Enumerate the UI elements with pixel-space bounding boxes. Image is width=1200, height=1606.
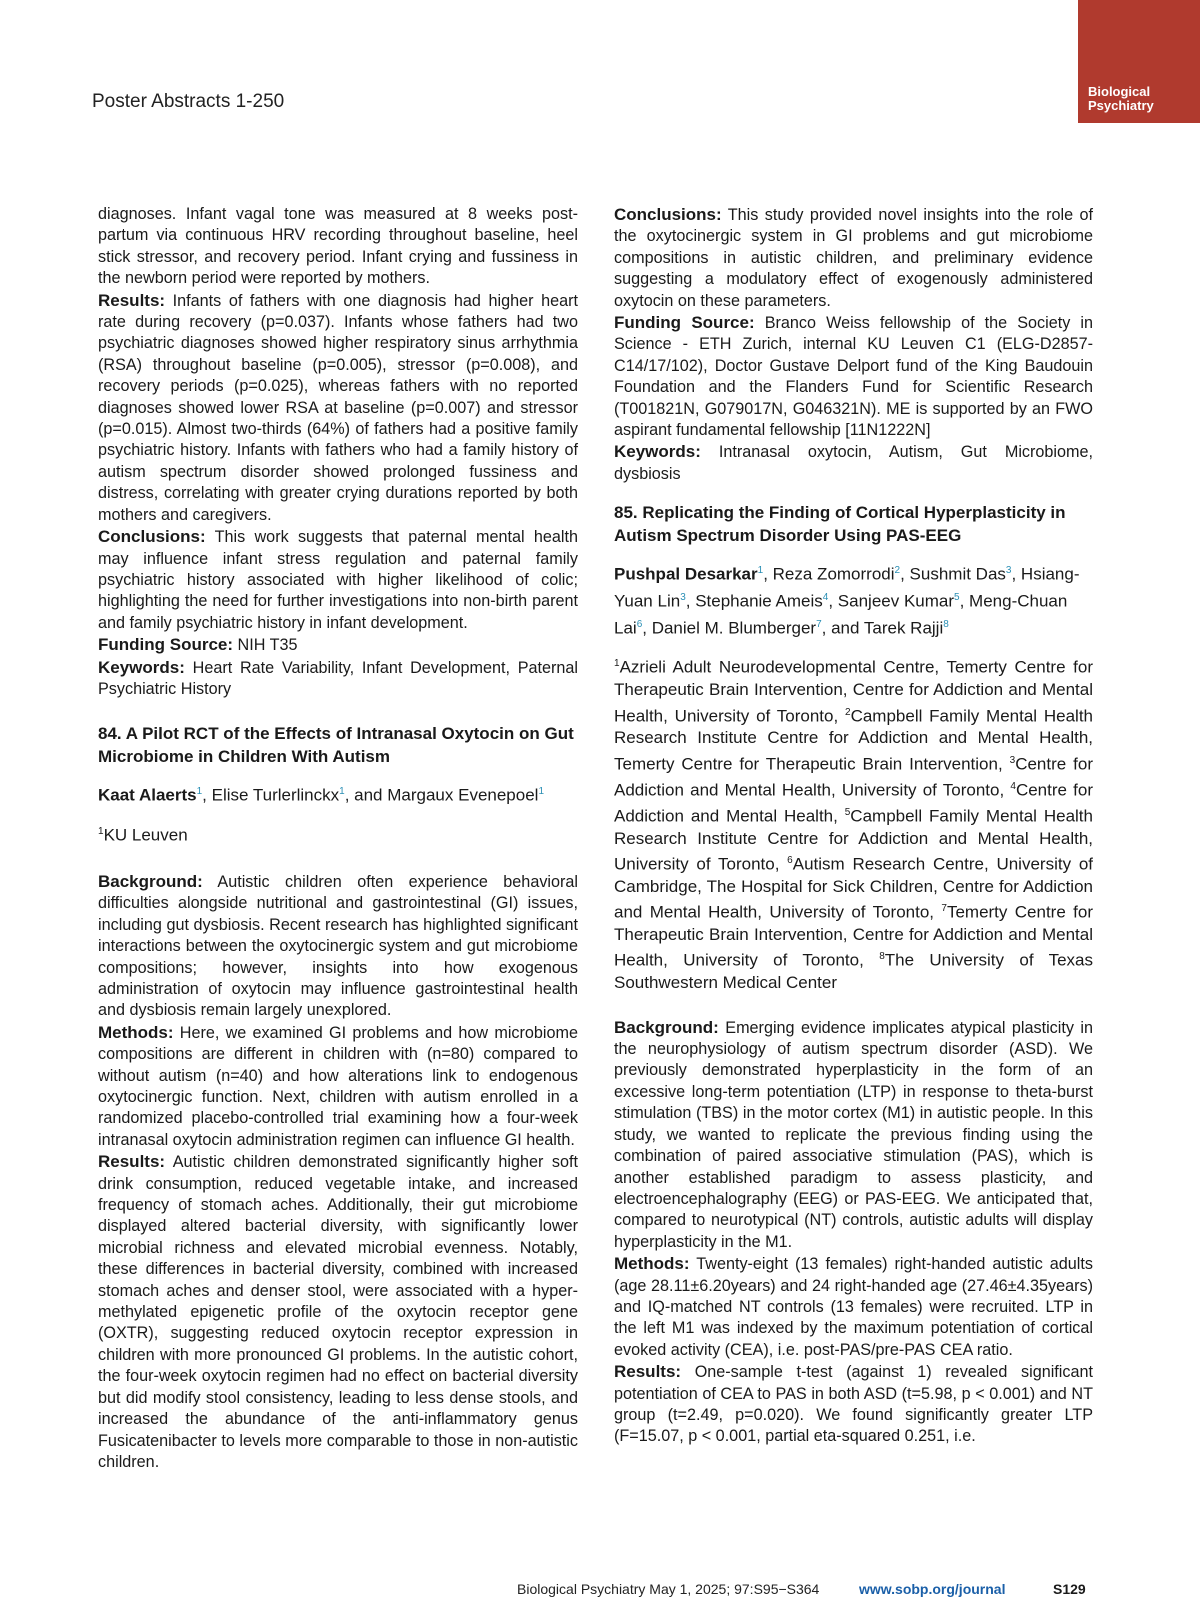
results-85 — [614, 1361, 1093, 1448]
affil-number: 2 — [845, 706, 851, 718]
background-85 — [614, 1017, 1093, 1253]
journal-url-link[interactable]: www.sobp.org/journal — [859, 1581, 1006, 1597]
section-text: Here, we examined GI problems and how microbiome compositions are different in children with (n=80) compared to without autism (n=40) and how alterations link to endogenous oxytocinergic function. Next, children with autism enrolled in a randomized placebo-controlled trial examining how a four-week intranasal oxytocin administration regimen can influence GI health. — [98, 1023, 578, 1149]
affil-ref: 4 — [822, 591, 829, 603]
right-column — [614, 204, 1093, 1448]
affil-number: 4 — [1010, 780, 1016, 792]
affil-text: Temerty Centre for Therapeutic Brain Intervention, Centre for Addiction and Mental Health, University of Toronto, — [614, 902, 1094, 971]
results-83 — [98, 290, 578, 526]
methods-84 — [98, 1022, 578, 1151]
funding-83 — [98, 634, 578, 656]
section-label: Background: — [98, 871, 203, 891]
section-label: Methods: — [614, 1254, 690, 1274]
affil-text: Campbell Family Mental Health Research Institute Centre for Addiction and Mental Health, University of Toronto, — [614, 806, 1093, 874]
continued-paragraph: diagnoses. Infant vagal tone was measured at 8 weeks post-partum via continuous HRV recording throughout baseline, heel stick stressor, and recovery period. Infant crying and fussiness in the newborn period were reported by mothers. — [98, 205, 578, 288]
author: , Elise Turlerlinckx — [202, 786, 340, 805]
section-label: Results: — [614, 1362, 682, 1382]
author: , Daniel M. Blumberger — [642, 618, 817, 638]
affil-number: 3 — [1009, 754, 1016, 766]
author: , Hsiang-Yuan Lin — [614, 564, 1080, 611]
conclusions-83 — [98, 526, 578, 634]
affil-ref: 7 — [816, 618, 822, 630]
affil-ref: 1 — [339, 786, 345, 798]
affil-ref: 1 — [196, 786, 203, 798]
section-text: One-sample t-test (against 1) revealed significant potentiation of CEA to PAS in both ASD (t=5.98, p < 0.001) and NT group (t=2.49, p=0.020). We found significantly greater LTP (F=15.07, p < 0.001, partial eta-squared 0.251, i.e. — [614, 1363, 1093, 1446]
affil-ref: 1 — [757, 565, 764, 577]
affil-number: 1 — [98, 826, 104, 837]
journal-brand-logo — [1078, 0, 1200, 123]
background-84 — [98, 871, 578, 1022]
abstract-84-title: 84. A Pilot RCT of the Effects of Intranasal Oxytocin on Gut Microbiome in Children With Autism — [98, 724, 574, 767]
section-label: Results: — [98, 290, 166, 310]
affil-ref: 6 — [636, 618, 643, 630]
section-text: Infants of fathers with one diagnosis had higher heart rate during recovery (p=0.037). Infants whose fathers had two psychiatric diagnoses showed higher respiratory sinus arrhythmia (RSA) throughout baseline (p=0.005), stressor (p=0.008), and recovery periods (p=0.025), whereas fathers with no reported diagnoses showed lower RSA at baseline (p=0.007) and stressor (p=0.015). Almost two-thirds (64%) of fathers had a positive family psychiatric history. Infants with fathers who had a family history of autism spectrum disorder showed prolonged fussiness and distress, correlating with greater crying durations reported by both mothers and caregivers. — [98, 291, 578, 524]
author: , Sanjeev Kumar — [828, 591, 955, 611]
affil-text: Centre for Addiction and Mental Health, — [614, 780, 1093, 826]
author: , and Margaux Evenepoel — [344, 786, 539, 805]
section-label: Funding Source: — [98, 635, 234, 655]
affil-ref: 8 — [943, 618, 949, 630]
section-text: Branco Weiss fellowship of the Society in Science - ETH Zurich, internal KU Leuven C1 (ELG-D2857-C14/17/102), Doctor Gustave Delport fund of the King Baudouin Foundation and the Flanders Fund for Scientific Research (T001821N, G079017N, G046321N). ME is supported by an FWO aspirant fundamental fellowship [11N1222N] — [614, 314, 1094, 440]
abstract-84-affiliation — [98, 821, 578, 847]
page-number: S129 — [1053, 1581, 1086, 1597]
section-label: Conclusions: — [614, 205, 722, 224]
section-label: Keywords: — [614, 442, 701, 462]
section-label: Conclusions: — [98, 527, 206, 547]
brand-line-1: Biological — [1088, 84, 1151, 99]
section-label: Methods: — [98, 1022, 174, 1042]
author: , Stephanie Ameis — [685, 591, 823, 611]
section-text: This study provided novel insights into the role of the oxytocinergic system in GI problems and gut microbiome compositions in autistic children, and preliminary evidence suggesting a modulatory effect of exogenously administered oxytocin on these parameters. — [614, 206, 1093, 310]
affil-text: Campbell Family Mental Health Research Institute Centre for Addiction and Mental Health, Temerty Centre for Therapeutic Brain Intervention, — [614, 706, 1093, 774]
section-text: Heart Rate Variability, Infant Development, Paternal Psychiatric History — [98, 658, 578, 698]
section-text: Autistic children often experience behavioral difficulties alongside nutritional and gastrointestinal (GI) issues, including gut dysbiosis. Recent research has highlighted significant interactions between the oxytocinergic system and gut microbiome compositions; however, insights into how exogenous administration of oxytocin may influence gastrointestinal health and dysbiosis remain largely unexplored. — [98, 872, 578, 1020]
keywords-84 — [614, 441, 1093, 485]
conclusions-84 — [614, 204, 1093, 312]
left-column — [98, 204, 578, 1473]
section-label: Results: — [98, 1152, 166, 1172]
author: , and Tarek Rajji — [821, 618, 944, 638]
author: Kaat Alaerts — [98, 786, 197, 805]
section-text: NIH T35 — [233, 636, 298, 655]
affil-number: 8 — [879, 951, 885, 963]
abstract-85-title: 85. Replicating the Finding of Cortical Hyperplasticity in Autism Spectrum Disorder Using PAS-EEG — [614, 503, 1066, 546]
affil-ref: 3 — [1005, 565, 1012, 577]
abstract-84-authors — [98, 780, 578, 807]
affil-text: KU Leuven — [103, 825, 188, 845]
affil-number: 6 — [787, 854, 793, 866]
author: , Reza Zomorrodi — [763, 564, 895, 584]
affil-text: Centre for Addiction and Mental Health, University of Toronto, — [614, 754, 1093, 800]
affil-ref: 2 — [894, 565, 901, 577]
author: Pushpal Desarkar — [614, 564, 758, 584]
section-text: Intranasal oxytocin, Autism, Gut Microbiome, dysbiosis — [614, 443, 1093, 483]
section-text: Twenty-eight (13 females) right-handed autistic adults (age 28.11±6.20years) and 24 right-handed age (27.46±4.35years) and IQ-matched NT controls (13 females) were recruited. LTP in the left M1 was indexed by the maximum potentiation of cortical evoked activity (CEA), i.e. post-PAS/pre-PAS CEA ratio. — [614, 1255, 1093, 1359]
affil-text: Azrieli Adult Neurodevelopmental Centre, Temerty Centre for Therapeutic Brain Intervention, Centre for Addiction and Mental Health, University of Toronto, — [614, 657, 1093, 726]
section-label: Funding Source: — [614, 313, 755, 333]
section-label: Keywords: — [98, 657, 185, 677]
journal-citation: Biological Psychiatry May 1, 2025; 97:S95−S364 — [517, 1581, 820, 1597]
affil-number: 7 — [941, 903, 947, 915]
affil-text: The University of Texas Southwestern Medical Center — [614, 951, 1093, 993]
abstract-85-authors — [614, 559, 1093, 639]
author: , Sushmit Das — [900, 564, 1006, 584]
section-text: Emerging evidence implicates atypical plasticity in the neurophysiology of autism spectrum disorder (ASD). We previously demonstrated hyperplasticity in the form of an excessive long-term potentiation (LTP) in response to theta-burst stimulation (TBS) in the motor cortex (M1) in autistic people. In this study, we wanted to replicate the previous finding using the combination of paired associative stimulation (PAS), which is another established paradigm to assess plasticity, and electroencephalography (EEG) or PAS-EEG. We anticipated that, compared to neurotypical (NT) controls, autistic adults will display hyperplasticity in the M1. — [614, 1018, 1093, 1251]
section-label: Background: — [614, 1017, 719, 1037]
affil-ref: 3 — [680, 591, 686, 603]
section-text: This work suggests that paternal mental health may influence infant stress regulation and paternal family psychiatric history associated with higher likelihood of colic; highlighting the need for further investigations into non-birth parent and family psychiatric history in infant development. — [98, 528, 578, 632]
affil-text: Autism Research Centre, University of Cambridge, The Hospital for Sick Children, Centre for Addiction and Mental Health, University of Toronto, — [614, 854, 1093, 922]
affil-number: 1 — [614, 658, 620, 670]
affil-ref: 5 — [954, 591, 960, 603]
methods-85 — [614, 1253, 1093, 1361]
brand-line-2: Psychiatry — [1088, 98, 1154, 113]
author: , Meng-Chuan Lai — [614, 591, 1068, 638]
affil-number: 5 — [844, 806, 851, 818]
results-84 — [98, 1151, 578, 1473]
affil-ref: 1 — [538, 786, 545, 798]
funding-84 — [614, 312, 1093, 441]
abstract-85-affiliations — [614, 653, 1093, 994]
keywords-83 — [98, 657, 578, 701]
section-text: Autistic children demonstrated significantly higher soft drink consumption, reduced vegetable intake, and increased frequency of stomach aches. Additionally, their gut microbiome displayed altered bacterial diversity, with significantly lower microbial richness and elevated microbial evenness. Notably, these differences in bacterial diversity, combined with increased stomach aches and denser stool, were associated with a hyper-methylated epigenetic profile of the oxytocin receptor gene (OXTR), suggesting reduced oxytocin receptor expression in children with more pronounced GI problems. In the autistic cohort, the four-week oxytocin regimen had no effect on bacterial diversity but did modify stool consistency, leading to less dense stools, and increased the abundance of the anti-inflammatory genus Fusicatenibacter to levels more comparable to those in non-autistic children. — [98, 1153, 578, 1471]
running-header: Poster Abstracts 1-250 — [92, 91, 285, 112]
